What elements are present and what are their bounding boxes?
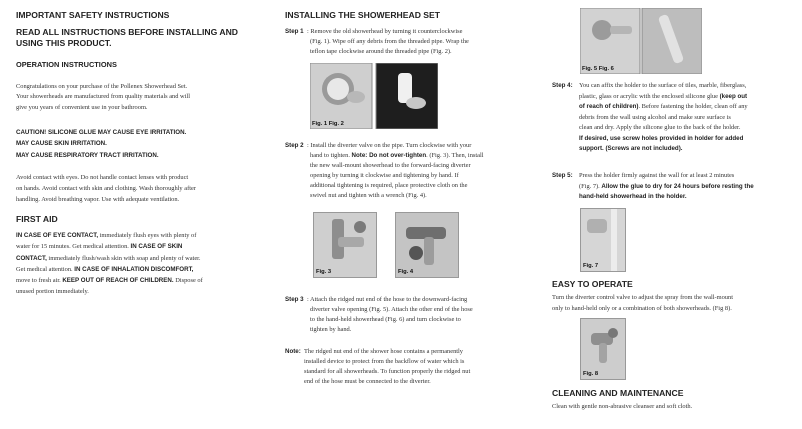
step-5-line	[579, 183, 754, 191]
caution-line: MAY CAUSE RESPIRATORY TRACT IRRITATION.	[16, 151, 159, 159]
step-4-line: If desired, use screw holes provided in holder for added	[579, 134, 744, 142]
step-4-line: clean and dry. Apply the silicone glue to the back of the holder.	[579, 124, 741, 131]
cleaning-line: Clean with gentle non-abrasive cleanser and soft cloth.	[552, 403, 693, 410]
first-aid-text-span: water for 15 minutes. Get medical attention.	[16, 243, 131, 251]
step-2-line: opening by turning it clockwise and tightening by hand. If	[310, 172, 459, 179]
figure-8	[580, 318, 626, 380]
step-5-label: Step 5:	[552, 172, 573, 179]
step-1-line: (Fig. 1). Wipe off any debris from the threaded pipe. Wrap the	[310, 38, 469, 45]
note-line: end of the hose must be connected to the diverter.	[304, 378, 431, 385]
note-line: installed device to protect from the backflow of water which is	[304, 358, 465, 365]
figure-3	[313, 212, 377, 278]
keep-out-note: (keep out	[719, 92, 748, 100]
showerhead-photo-icon	[310, 63, 438, 129]
operation-line: Congratulations on your purchase of the Pollenex Showerhead Set.	[16, 83, 188, 90]
step-4-line: support. (Screws are not included).	[579, 145, 683, 152]
figure-4	[395, 212, 459, 278]
step-5-line: Press the holder firmly against the wall for at least 2 minutes	[579, 172, 735, 179]
figure-7	[580, 208, 626, 272]
figure-7-label: Fig. 7	[583, 263, 599, 269]
first-aid-line: unused portion immediately.	[16, 288, 89, 296]
avoid-line: on hands. Avoid contact with skin and clothing. Wash thoroughly after	[16, 185, 196, 193]
step-1-line: teflon tape clockwise around the threaded pipe (Fig. 2).	[310, 48, 452, 55]
keep-out-note: of reach of children)	[579, 103, 639, 110]
first-aid-text-span: Get medical attention.	[16, 265, 75, 273]
first-aid-text-span: Dispose of	[173, 277, 203, 285]
read-all-heading-line2: USING THIS PRODUCT.	[16, 38, 112, 48]
step-4-line: You can affix the holder to the surface of tiles, marble, fiberglass,	[579, 82, 747, 89]
first-aid-title: FIRST AID	[16, 214, 58, 224]
step-2-label: Step 2	[285, 142, 304, 149]
children-warning: KEEP OUT OF REACH OF CHILDREN.	[62, 277, 174, 285]
note-line: The ridged nut end of the shower hose contains a permanently	[304, 348, 464, 355]
figure-1-2	[310, 63, 438, 129]
figure-3-label: Fig. 3	[316, 269, 332, 275]
skin-contact-label: IN CASE OF SKIN	[130, 243, 183, 251]
step-2-line	[310, 152, 484, 160]
figure-5-6	[580, 8, 702, 74]
step-4-line	[579, 93, 747, 101]
step-2-line: swivel nut and tighten with a wrench (Fig. 4).	[310, 192, 427, 199]
step-3-label: Step 3	[285, 296, 304, 303]
step-4-line: debris from the wall using alcohol and make sure surface is	[579, 113, 731, 121]
caution-block	[16, 127, 186, 161]
inhalation-label: IN CASE OF INHALATION DISCOMFORT,	[74, 265, 194, 273]
operation-text	[16, 82, 266, 113]
figure-5-6-label: Fig. 5 Fig. 6	[582, 66, 614, 72]
installing-title: INSTALLING THE SHOWERHEAD SET	[285, 10, 441, 20]
step-5-line: hand-held showerhead in the holder.	[579, 193, 687, 200]
first-aid-text-span: immediately flush/wash skin with soap and plenty of water.	[46, 254, 201, 262]
figure-1-2-label: Fig. 1 Fig. 2	[312, 121, 344, 127]
cleaning-title: CLEANING AND MAINTENANCE	[552, 388, 684, 398]
first-aid-line	[16, 230, 266, 241]
avoid-text	[16, 172, 266, 206]
avoid-line: handling. Avoid breathing vapor. Use with adequate ventilation.	[16, 196, 180, 204]
step-2-line: : Install the diverter valve on the pipe. Turn clockwise with your	[307, 142, 472, 149]
note-label: Note:	[285, 348, 301, 355]
operation-title: OPERATION INSTRUCTIONS	[16, 60, 117, 69]
operation-line: give you years of convenient use in your bathroom.	[16, 103, 148, 111]
step-4-line	[579, 103, 748, 111]
caution-line: MAY CAUSE SKIN IRRITATION.	[16, 140, 107, 148]
step-2-text-span: . (Fig. 3). Then, install	[426, 152, 484, 159]
first-aid-line	[16, 275, 266, 286]
diverter-control-photo-icon	[581, 319, 625, 379]
wrench-photo-icon	[396, 213, 458, 277]
first-aid-text-span: immediately flush eyes with plenty of	[98, 232, 197, 239]
step-4-text-span: . Before fastening the holder, clean off any	[638, 103, 748, 110]
hose-photo-icon	[580, 8, 702, 74]
holder-photo-icon	[581, 209, 625, 271]
diverter-photo-icon	[314, 213, 376, 277]
step-3-line: tighten by hand.	[310, 326, 352, 333]
read-all-heading-line1: READ ALL INSTRUCTIONS BEFORE INSTALLING AND	[16, 27, 239, 37]
step-4-text-span: plastic, glass or acrylic with the enclosed silicone glue	[579, 92, 720, 100]
step-4-label: Step 4:	[552, 82, 573, 89]
avoid-line: Avoid contact with eyes. Do not handle contact lenses with product	[16, 174, 189, 181]
first-aid-line	[16, 253, 266, 264]
easy-operate-line: Turn the diverter control valve to adjust the spray from the wall-mount	[552, 294, 733, 301]
step-2-line: additional tightening is required, place protective cloth on the	[310, 182, 468, 189]
safety-title: IMPORTANT SAFETY INSTRUCTIONS	[16, 10, 170, 20]
step-1-label: Step 1	[285, 28, 304, 35]
first-aid-line	[16, 264, 266, 275]
step-3-line: : Attach the ridged nut end of the hose to the downward-facing	[307, 296, 468, 303]
step-3-line: to the hand-held showerhead (Fig. 6) and turn clockwise to	[310, 316, 461, 323]
operation-line: Your showerheads are manufactured from quality materials and will	[16, 93, 190, 101]
overtighten-note: Note: Do not over-tighten	[351, 152, 427, 159]
step-1-line: : Remove the old showerhead by turning it counterclockwise	[307, 28, 463, 35]
caution-line: CAUTION! SILICONE GLUE MAY CAUSE EYE IRRITATION.	[16, 129, 187, 136]
first-aid-line	[16, 241, 266, 252]
skin-contact-label: CONTACT,	[16, 254, 47, 262]
eye-contact-label: IN CASE OF EYE CONTACT,	[16, 232, 99, 239]
first-aid-text-span: move to fresh air.	[16, 277, 63, 285]
note-line: standard for all showerheads. To function properly the ridged nut	[304, 368, 471, 375]
first-aid-text	[16, 230, 266, 298]
figure-8-label: Fig. 8	[583, 371, 599, 377]
step-5-text-span: (Fig. 7).	[579, 182, 602, 190]
glue-dry-note: Allow the glue to dry for 24 hours before resting the	[601, 182, 754, 190]
step-3-line: diverter valve opening (Fig. 5). Attach the other end of the hose	[310, 306, 473, 313]
step-2-text-span: hand to tighten.	[310, 152, 352, 159]
figure-4-label: Fig. 4	[398, 269, 414, 275]
easy-operate-line: only to hand-held only or a combination of both showerheads. (Fig 8).	[552, 305, 732, 312]
easy-operate-title: EASY TO OPERATE	[552, 279, 633, 289]
step-2-line: the new wall-mount showerhead to the forward-facing diverter	[310, 162, 471, 169]
